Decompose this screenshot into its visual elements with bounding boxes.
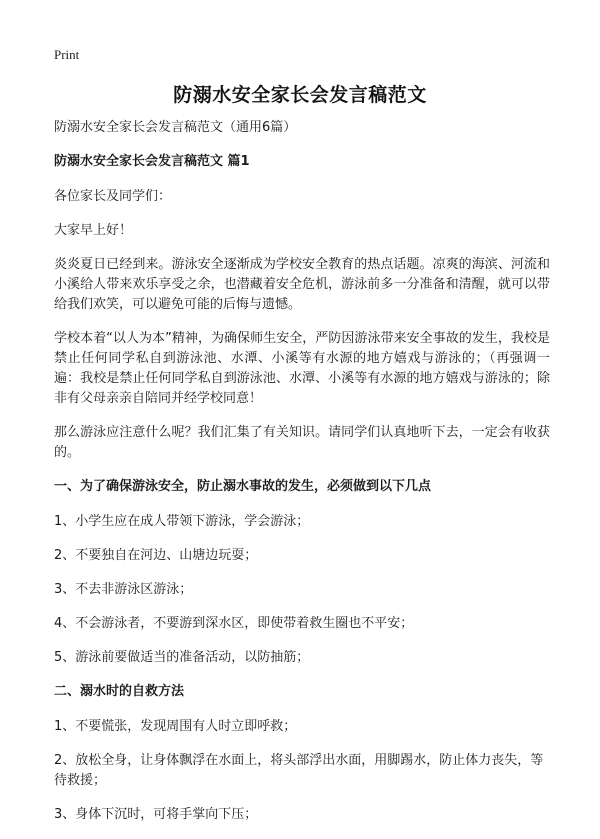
list-item: 2、放松全身，让身体飘浮在水面上，将头部浮出水面，用脚踢水，防止体力丧失，等待救援；	[54, 753, 544, 788]
list-item: 2、不要独自在河边、山塘边玩耍；	[54, 548, 258, 563]
document-body	[54, 118, 550, 839]
list-item: 1、小学生应在成人带领下游泳，学会游泳；	[54, 514, 310, 529]
paragraph: 炎炎夏日已经到来。游泳安全逐渐成为学校安全教育的热点话题。凉爽的海滨、河流和小溪给人带来欢乐享受之余，也潜藏着安全危机，游泳前多一分准备和清醒，就可以带给我们欢笑，可以避免可能的后悔与遗憾。	[54, 257, 550, 312]
paragraph: 那么游泳应注意什么呢？我们汇集了有关知识。请同学们认真地听下去，一定会有收获的。	[54, 425, 550, 460]
list-item: 3、身体下沉时，可将手掌向下压；	[54, 807, 258, 822]
print-link[interactable]: Print	[54, 47, 80, 62]
document-title: 防溺水安全家长会发言稿范文	[173, 84, 427, 106]
document-subtitle: 防溺水安全家长会发言稿范文（通用6篇）	[54, 120, 297, 135]
list-item: 1、不要慌张，发现周围有人时立即呼救；	[54, 719, 297, 734]
greeting-text: 各位家长及同学们：	[54, 189, 172, 204]
subheading-self-rescue: 二、溺水时的自救方法	[54, 684, 185, 699]
list-item: 3、不去非游泳区游泳；	[54, 582, 193, 597]
paragraph: 学校本着“以人为本”精神，为确保师生安全，严防因游泳带来安全事故的发生，我校是禁止任何同学私自到游泳池、水潭、小溪等有水源的地方嬉戏与游泳的；（再强调一遍：我校是禁止任何同学私自到游泳池、水潭、小溪等有水源的地方嬉戏与游泳的；除非有父母亲亲自陪同并经学校同意！	[54, 331, 550, 406]
morning-greeting-text: 大家早上好！	[54, 223, 133, 238]
subheading-safety-rules: 一、为了确保游泳安全，防止溺水事故的发生，必须做到以下几点	[54, 479, 432, 494]
section-heading: 防溺水安全家长会发言稿范文 篇1	[54, 154, 250, 169]
list-item: 5、游泳前要做适当的准备活动，以防抽筋；	[54, 650, 310, 665]
list-item: 4、不会游泳者，不要游到深水区，即使带着救生圈也不平安；	[54, 616, 414, 631]
